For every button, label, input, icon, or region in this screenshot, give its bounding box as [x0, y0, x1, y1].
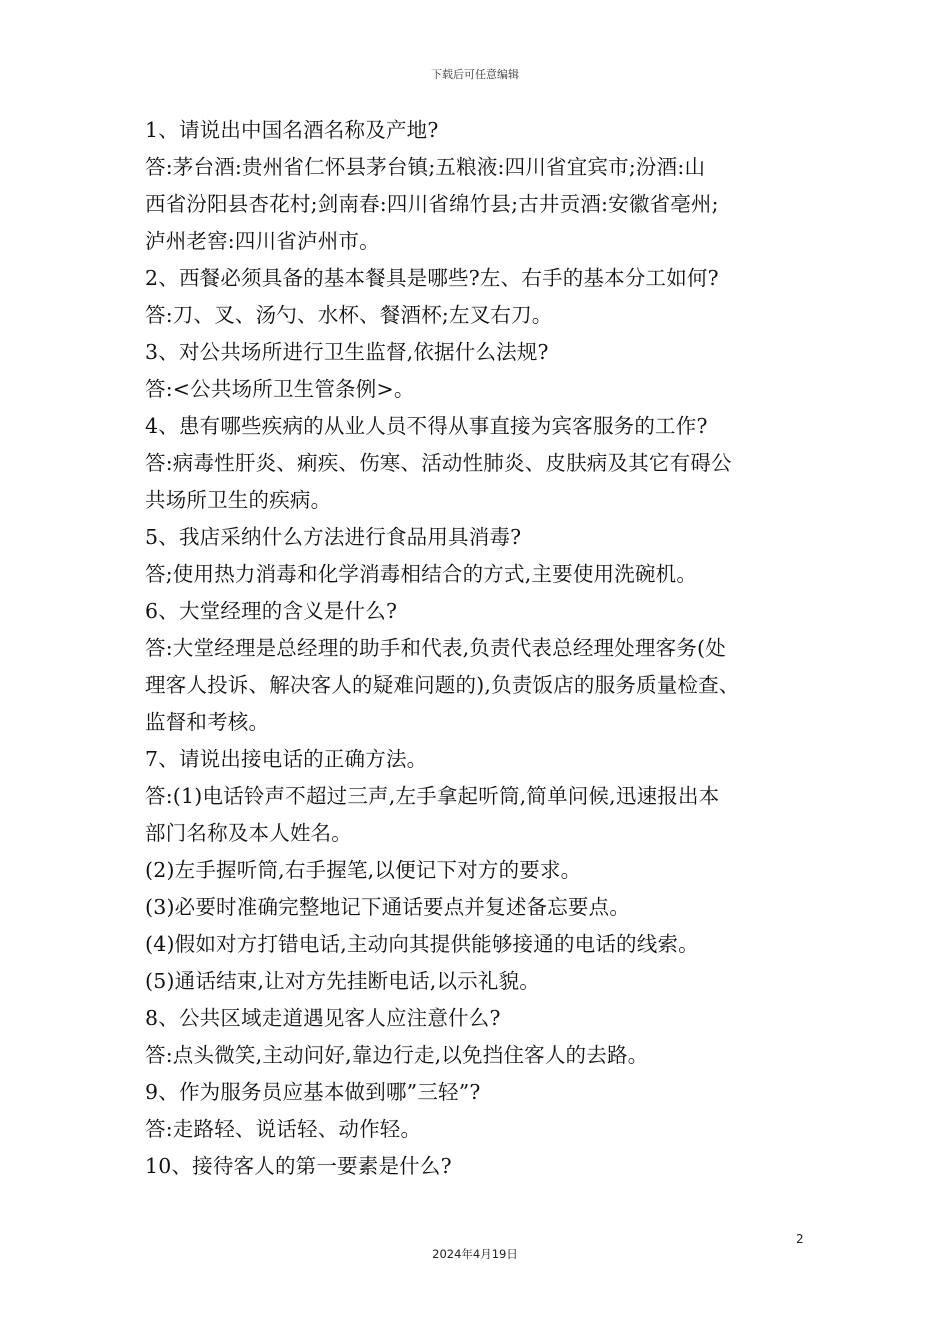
- answer-line: 部门名称及本人姓名。: [145, 821, 352, 845]
- answer-line: 答:(1)电话铃声不超过三声,左手拿起听筒,简单问候,迅速报出本: [145, 784, 720, 808]
- answer-line: 监督和考核。: [145, 710, 270, 734]
- question-line: 8、公共区域走道遇见客人应注意什么?: [145, 1006, 501, 1030]
- answer-line: 答;使用热力消毒和化学消毒相结合的方式,主要使用洗碗机。: [145, 562, 698, 586]
- answer-line: (2)左手握听筒,右手握笔,以便记下对方的要求。: [145, 858, 582, 882]
- answer-line: 答:<公共场所卫生管条例>。: [145, 377, 415, 401]
- question-line: 3、对公共场所进行卫生监督,依据什么法规?: [145, 340, 549, 364]
- question-line: 7、请说出接电话的正确方法。: [145, 747, 428, 771]
- question-line: 5、我店采纳什么方法进行食品用具消毒?: [145, 525, 522, 549]
- question-line: 6、大堂经理的含义是什么?: [145, 599, 398, 623]
- answer-line: 共场所卫生的疾病。: [145, 488, 332, 512]
- answer-line: 泸州老窖:四川省泸州市。: [145, 229, 380, 253]
- answer-line: 西省汾阳县杏花村;剑南春:四川省绵竹县;古井贡酒:安徽省亳州;: [145, 192, 719, 216]
- answer-line: (4)假如对方打错电话,主动向其提供能够接通的电话的线索。: [145, 932, 699, 956]
- page-number: 2: [796, 1232, 804, 1246]
- answer-line: (5)通话结束,让对方先挂断电话,以示礼貌。: [145, 969, 540, 993]
- question-line: 1、请说出中国名酒名称及产地?: [145, 118, 439, 142]
- answer-line: 答:茅台酒:贵州省仁怀县茅台镇;五粮液:四川省宜宾市;汾酒:山: [145, 155, 706, 179]
- answer-line: 答:点头微笑,主动问好,靠边行走,以免挡住客人的去路。: [145, 1043, 649, 1067]
- question-line: 9、作为服务员应基本做到哪”三轻”?: [145, 1080, 481, 1104]
- answer-line: 答:刀、叉、汤勺、水杯、餐酒杯;左叉右刀。: [145, 303, 553, 327]
- document-body: [145, 112, 825, 1185]
- question-line: 2、西餐必须具备的基本餐具是哪些?左、右手的基本分工如何?: [145, 266, 719, 290]
- question-line: 4、患有哪些疾病的从业人员不得从事直接为宾客服务的工作?: [145, 414, 708, 438]
- answer-line: 答:病毒性肝炎、痢疾、伤寒、活动性肺炎、皮肤病及其它有碍公: [145, 451, 732, 475]
- answer-line: 答:大堂经理是总经理的助手和代表,负责代表总经理处理客务(处: [145, 636, 726, 660]
- page-header: 下载后可任意编辑: [431, 68, 519, 81]
- question-line: 10、接待客人的第一要素是什么?: [145, 1154, 452, 1178]
- answer-line: 答:走路轻、说话轻、动作轻。: [145, 1117, 422, 1141]
- answer-line: 理客人投诉、解决客人的疑难问题的),负责饭店的服务质量检查、: [145, 673, 740, 697]
- answer-line: (3)必要时准确完整地记下通话要点并复述备忘要点。: [145, 895, 631, 919]
- footer-date: 2024年4月19日: [432, 1247, 518, 1261]
